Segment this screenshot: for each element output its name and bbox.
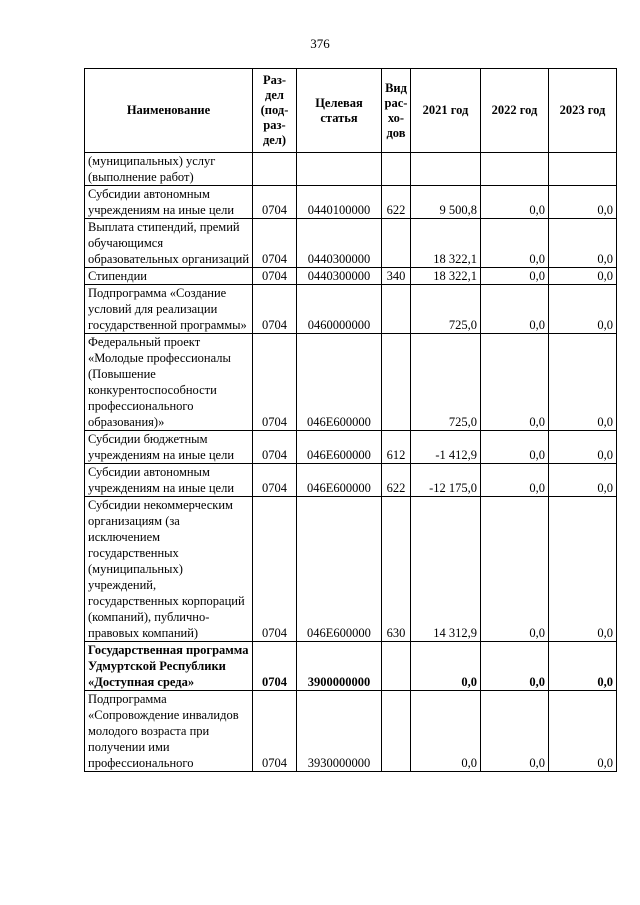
header-2023: 2023 год xyxy=(549,69,617,153)
row-name: Подпрограмма «Сопровождение инвалидов молодого возраста при получении ими профессионального xyxy=(85,691,253,772)
row-expense-type xyxy=(382,691,411,772)
table-row xyxy=(85,268,617,285)
row-value-2023: 0,0 xyxy=(549,464,617,497)
table-row xyxy=(85,219,617,268)
row-value-2022: 0,0 xyxy=(481,334,549,431)
row-target: 046E600000 xyxy=(297,497,382,642)
row-expense-type: 612 xyxy=(382,431,411,464)
row-value-2021: 0,0 xyxy=(411,691,481,772)
row-section: 0704 xyxy=(253,219,297,268)
row-expense-type: 340 xyxy=(382,268,411,285)
row-target: 046E600000 xyxy=(297,334,382,431)
row-section xyxy=(253,153,297,186)
row-value-2023 xyxy=(549,153,617,186)
row-value-2021: 18 322,1 xyxy=(411,219,481,268)
row-name: (муниципальных) услуг (выполнение работ) xyxy=(85,153,253,186)
table-row xyxy=(85,691,617,772)
table-header-row xyxy=(85,69,617,153)
row-target: 0440300000 xyxy=(297,268,382,285)
row-value-2022: 0,0 xyxy=(481,642,549,691)
row-name: Стипендии xyxy=(85,268,253,285)
row-value-2021: 725,0 xyxy=(411,334,481,431)
row-name: Субсидии некоммерческим организациям (за исключением государственных (муниципальных) учреждений, государственных корпораций (компаний), публично-правовых компаний) xyxy=(85,497,253,642)
row-value-2023: 0,0 xyxy=(549,219,617,268)
row-section: 0704 xyxy=(253,285,297,334)
row-target: 3900000000 xyxy=(297,642,382,691)
row-name: Подпрограмма «Создание условий для реализации государственной программы» xyxy=(85,285,253,334)
row-name: Федеральный проект «Молодые профессионалы (Повышение конкурентоспособности профессионального образования)» xyxy=(85,334,253,431)
row-expense-type xyxy=(382,285,411,334)
table-row xyxy=(85,285,617,334)
row-expense-type xyxy=(382,219,411,268)
table-row xyxy=(85,186,617,219)
row-section: 0704 xyxy=(253,691,297,772)
row-target xyxy=(297,153,382,186)
row-value-2023: 0,0 xyxy=(549,334,617,431)
table-row xyxy=(85,153,617,186)
table-body xyxy=(85,153,617,772)
row-value-2021: 9 500,8 xyxy=(411,186,481,219)
row-value-2021: 14 312,9 xyxy=(411,497,481,642)
row-value-2021: 18 322,1 xyxy=(411,268,481,285)
row-value-2022: 0,0 xyxy=(481,497,549,642)
row-name: Субсидии автономным учреждениям на иные цели xyxy=(85,464,253,497)
row-target: 0440300000 xyxy=(297,219,382,268)
header-name: Наименование xyxy=(85,69,253,153)
row-value-2021: 0,0 xyxy=(411,642,481,691)
row-expense-type xyxy=(382,334,411,431)
row-value-2021: -12 175,0 xyxy=(411,464,481,497)
row-value-2023: 0,0 xyxy=(549,431,617,464)
row-section: 0704 xyxy=(253,497,297,642)
row-section: 0704 xyxy=(253,186,297,219)
header-2022: 2022 год xyxy=(481,69,549,153)
row-section: 0704 xyxy=(253,334,297,431)
row-value-2023: 0,0 xyxy=(549,691,617,772)
table-row xyxy=(85,497,617,642)
header-section: Раз- дел (под- раз- дел) xyxy=(253,69,297,153)
row-expense-type xyxy=(382,642,411,691)
row-name: Государственная программа Удмуртской Республики «Доступная среда» xyxy=(85,642,253,691)
row-value-2023: 0,0 xyxy=(549,642,617,691)
row-value-2022: 0,0 xyxy=(481,268,549,285)
row-target: 046E600000 xyxy=(297,431,382,464)
row-value-2022: 0,0 xyxy=(481,219,549,268)
table-row xyxy=(85,431,617,464)
row-section: 0704 xyxy=(253,431,297,464)
page-number: 376 xyxy=(310,36,330,51)
header-expense-type: Вид рас- хо- дов xyxy=(382,69,411,153)
row-value-2023: 0,0 xyxy=(549,268,617,285)
table-row xyxy=(85,464,617,497)
row-value-2022: 0,0 xyxy=(481,186,549,219)
row-value-2022 xyxy=(481,153,549,186)
row-target: 046E600000 xyxy=(297,464,382,497)
row-name: Выплата стипендий, премий обучающимся образовательных организаций xyxy=(85,219,253,268)
row-section: 0704 xyxy=(253,642,297,691)
row-value-2021: -1 412,9 xyxy=(411,431,481,464)
row-target: 0460000000 xyxy=(297,285,382,334)
row-value-2023: 0,0 xyxy=(549,285,617,334)
row-value-2023: 0,0 xyxy=(549,186,617,219)
header-target: Целевая статья xyxy=(297,69,382,153)
row-name: Субсидии бюджетным учреждениям на иные цели xyxy=(85,431,253,464)
row-value-2022: 0,0 xyxy=(481,464,549,497)
row-value-2022: 0,0 xyxy=(481,431,549,464)
row-name: Субсидии автономным учреждениям на иные цели xyxy=(85,186,253,219)
row-expense-type: 622 xyxy=(382,464,411,497)
row-value-2021: 725,0 xyxy=(411,285,481,334)
row-expense-type: 622 xyxy=(382,186,411,219)
header-2021: 2021 год xyxy=(411,69,481,153)
row-value-2021 xyxy=(411,153,481,186)
row-value-2022: 0,0 xyxy=(481,285,549,334)
row-expense-type xyxy=(382,153,411,186)
budget-table xyxy=(84,68,617,772)
table-row xyxy=(85,642,617,691)
row-value-2023: 0,0 xyxy=(549,497,617,642)
row-expense-type: 630 xyxy=(382,497,411,642)
row-section: 0704 xyxy=(253,268,297,285)
row-section: 0704 xyxy=(253,464,297,497)
table-row xyxy=(85,334,617,431)
row-target: 3930000000 xyxy=(297,691,382,772)
row-value-2022: 0,0 xyxy=(481,691,549,772)
row-target: 0440100000 xyxy=(297,186,382,219)
